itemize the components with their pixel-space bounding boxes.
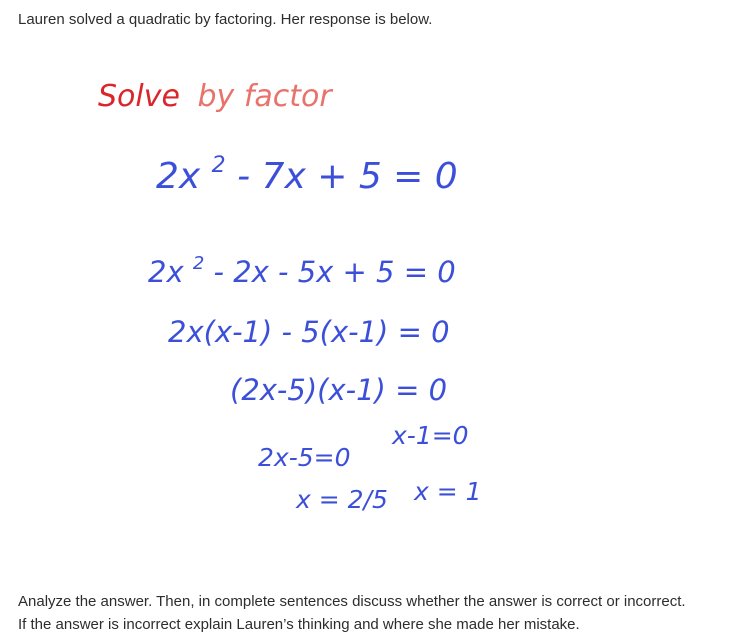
step-1-rest: - 2x - 5x + 5 = 0 [213, 255, 456, 289]
step-5-left: x = 2/5 [296, 485, 388, 514]
step-4-left: 2x-5=0 [258, 443, 351, 472]
student-work-image [80, 62, 520, 532]
heading-solve-text: Solve [98, 79, 180, 114]
intro-text: Lauren solved a quadratic by factoring. Her response is below. [18, 11, 433, 28]
step-1-exponent: 2 [192, 253, 205, 274]
step-2-line: 2x(x-1) - 5(x-1) = 0 [168, 315, 450, 349]
heading-solve [98, 79, 333, 114]
question-prompt [18, 590, 723, 636]
step-1-line [148, 242, 456, 289]
equation-line [156, 140, 458, 197]
equation-base: 2x [156, 156, 201, 197]
prompt-line-1: Analyze the answer. Then, in complete sentences discuss whether the answer is correct or incorrect. [18, 593, 686, 610]
heading-by-factor-text: by factor [197, 79, 332, 114]
step-4-right: x-1=0 [392, 421, 469, 450]
step-5-right: x = 1 [414, 477, 482, 506]
step-3-line: (2x-5)(x-1) = 0 [230, 373, 448, 407]
step-1-base: 2x [148, 255, 184, 289]
prompt-line-2: If the answer is incorrect explain Lauren’s thinking and where she made her mistake. [18, 616, 580, 633]
equation-exponent: 2 [211, 153, 226, 178]
equation-rest: - 7x + 5 = 0 [237, 156, 458, 197]
